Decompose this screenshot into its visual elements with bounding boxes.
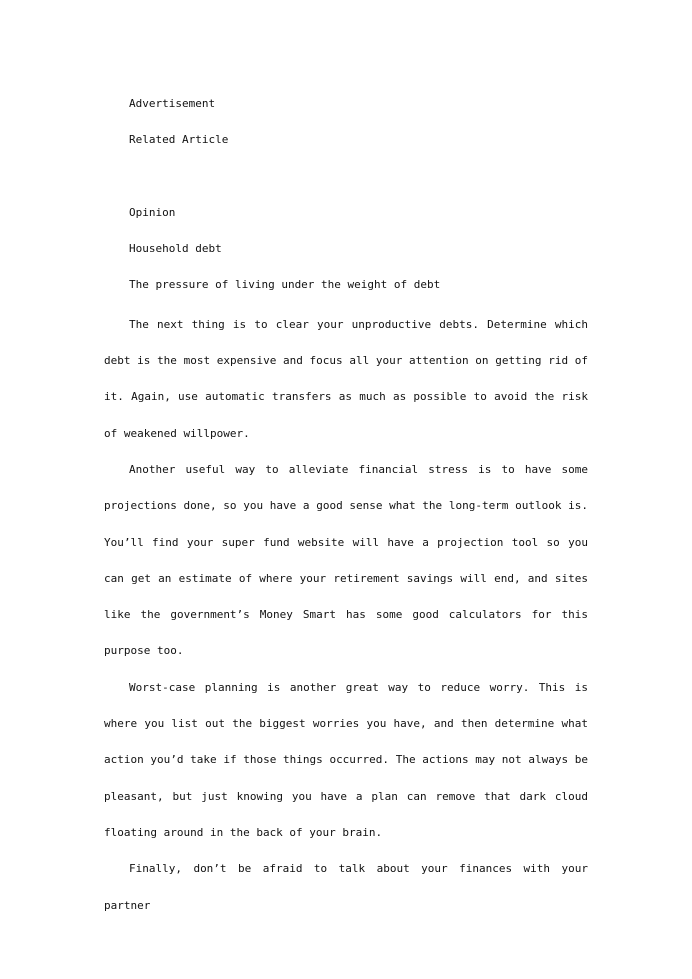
paragraph-projections: Another useful way to alleviate financial stress is to have some projections done, so you have a good sense what the long-term outlook is. You’ll find your super fund website will have a projection tool so you can get an estimate of where your retirement savings will end, and sites like the government’s Money Smart has some good calculators for this purpose too. xyxy=(104,462,588,658)
topic-label: Household debt xyxy=(129,242,222,256)
advertisement-label: Advertisement xyxy=(129,97,216,110)
article-page xyxy=(104,89,588,924)
section-label: Opinion xyxy=(129,205,176,219)
related-article-label: Related Article xyxy=(129,133,229,147)
spacer xyxy=(104,162,588,198)
paragraph-worst-case: Worst-case planning is another great way to reduce worry. This is where you list out the biggest worries you have, and then determine what action you’d take if those things occurred. The actions may not always be pleasant, but just knowing you have a plan can remove that dark cloud floating around in the back of your brain. xyxy=(104,680,588,839)
paragraph-finally: Finally, don’t be afraid to talk about your finances with your partner xyxy=(104,862,588,912)
related-article-title[interactable]: The pressure of living under the weight of debt xyxy=(129,278,441,292)
paragraph-debts: The next thing is to clear your unproductive debts. Determine which debt is the most expensive and focus all your attention on getting rid of it. Again, use automatic transfers as much as possible to avoid the risk of weakened willpower. xyxy=(104,317,588,440)
